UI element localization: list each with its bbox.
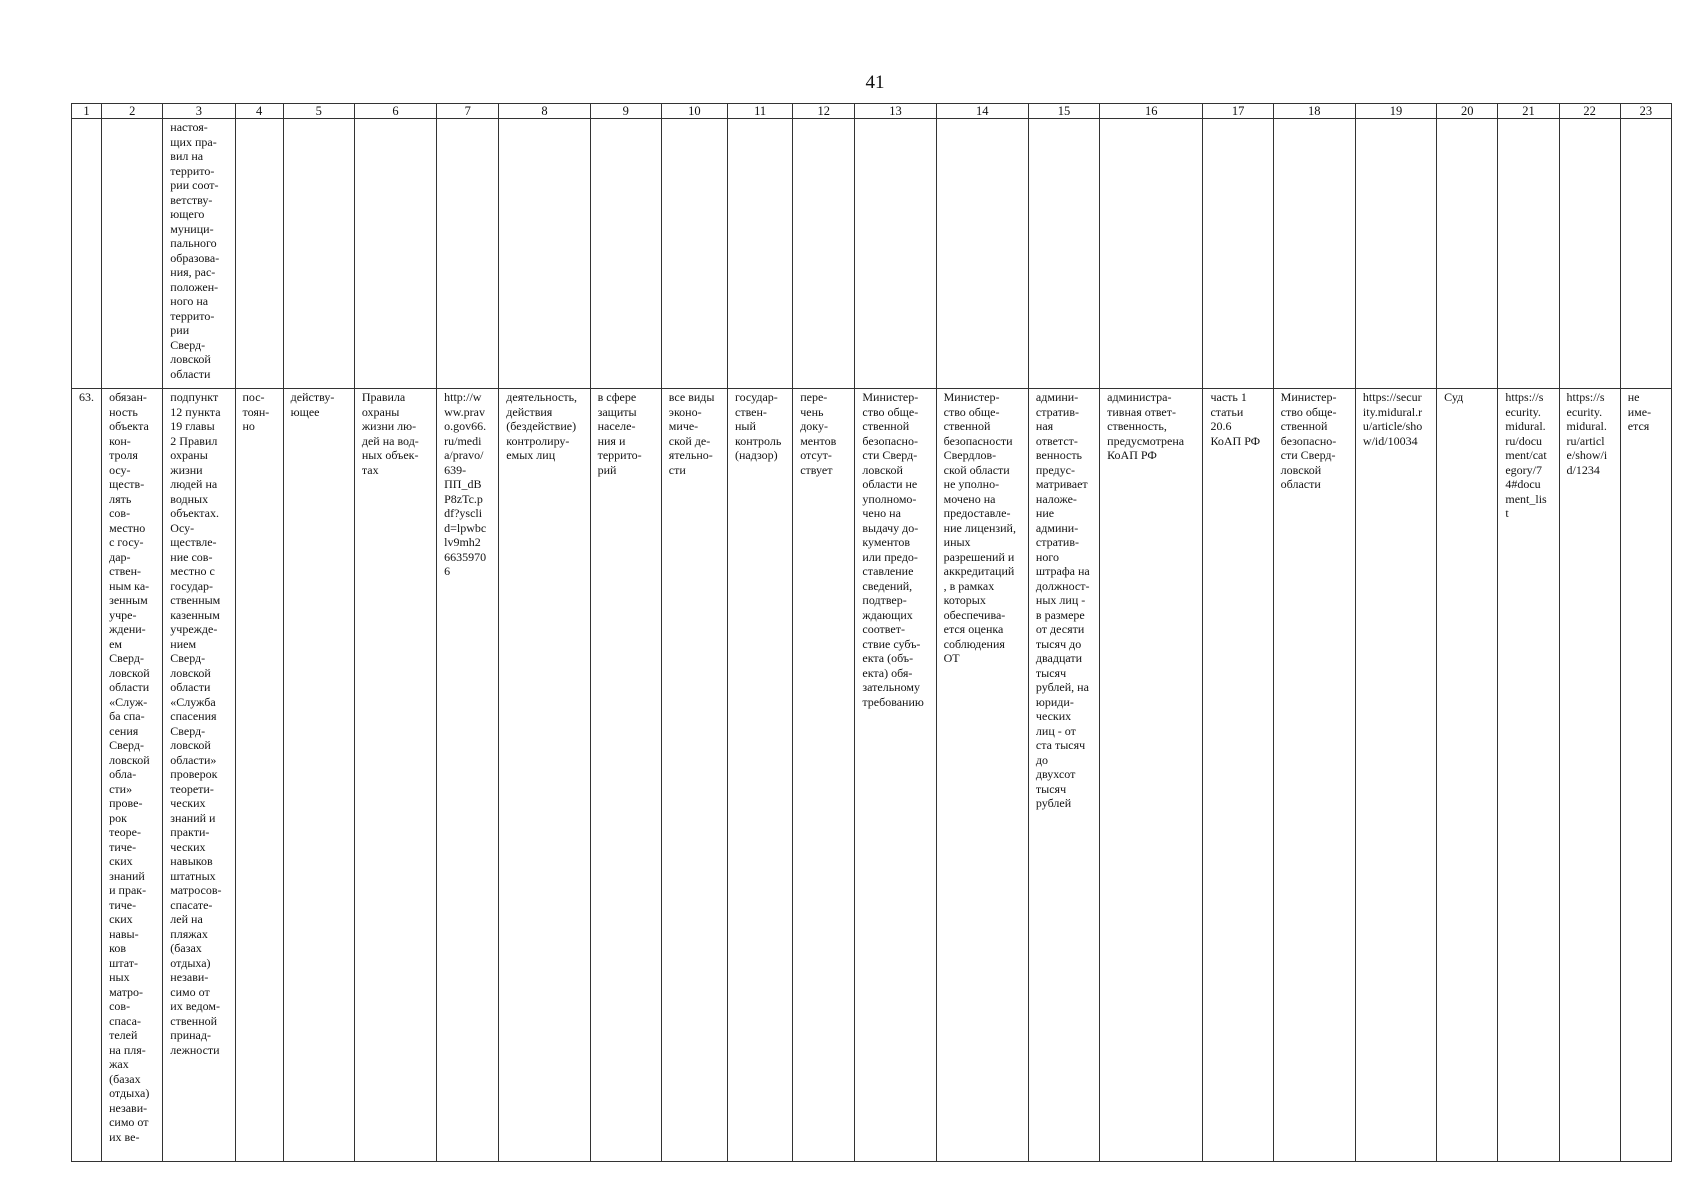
col-number-15: 15 <box>1028 104 1099 119</box>
cell-empty <box>1203 119 1273 389</box>
cell-empty <box>661 119 727 389</box>
cell-requirement: обязан- ность объекта кон- троля осу- ществ- лять сов- местно с госу- дар- ствен- ным ка- зенным учре- ждени- ем Сверд- ловской области «Служ- ба спа- сения Сверд- ловской обла- сти» прове- рок теоре- тиче- ских знаний и прак- тиче- ских навы- ков штат- ных матро- сов- спаса- телей на пля- жах (базах отдыха) незави- симо от их ве- <box>102 389 163 1162</box>
cell-authority-link[interactable]: https://secur ity.midural.r u/article/sho w/id/10034 <box>1355 389 1436 1162</box>
cell-empty <box>102 119 163 389</box>
cell-act-link[interactable]: http://w ww.prav o.gov66. ru/medi a/pravo/ 639- ПП_dB P8zTc.p df?yscli d=lpwbc lv9mh2 6635970 6 <box>437 389 499 1162</box>
cell-empty <box>354 119 436 389</box>
col-number-22: 22 <box>1559 104 1620 119</box>
col-number-19: 19 <box>1355 104 1436 119</box>
cell-status: действу- ющее <box>283 389 354 1162</box>
cell-requirement-content: настоя- щих пра- вил на террито- рии соот- ветству- ющего муници- пального образова- ния, рас- положен- ного на террито- рии Сверд- ловской области <box>163 119 235 389</box>
cell-control-type: государ- ствен- ный контроль (надзор) <box>728 389 793 1162</box>
requirements-table <box>71 103 1672 1162</box>
col-number-11: 11 <box>728 104 793 119</box>
col-number-23: 23 <box>1620 104 1671 119</box>
cell-sphere: в сфере защиты населе- ния и террито- рий <box>590 389 661 1162</box>
cell-empty <box>1028 119 1099 389</box>
col-number-18: 18 <box>1273 104 1355 119</box>
continuation-row <box>72 119 1672 389</box>
cell-requirement-content: подпункт 12 пункта 19 главы 2 Правил охраны жизни людей на водных объектах. Осу- ществле- ние сов- местно с государ- ственным казенным учрежде- нием Сверд- ловской области «Служба спасения Сверд- ловской области» проверок теорети- ческих знаний и практи- ческих навыков штатных матросов- спасате- лей на пляжах (базах отдыха) незави- симо от их ведом- ственной принад- лежности <box>163 389 235 1162</box>
cell-empty <box>72 119 102 389</box>
cell-control-authority: Министер- ство обще- ственной безопасно- сти Сверд- ловской области <box>1273 389 1355 1162</box>
cell-empty <box>283 119 354 389</box>
cell-empty <box>1498 119 1559 389</box>
cell-empty <box>437 119 499 389</box>
col-number-17: 17 <box>1203 104 1273 119</box>
cell-activity-types: все виды эконо- миче- ской де- ятельно- сти <box>661 389 727 1162</box>
cell-documents: пере- чень доку- ментов отсут- ствует <box>793 389 855 1162</box>
col-number-10: 10 <box>661 104 727 119</box>
cell-legal-act: Правила охраны жизни лю- дей на вод- ных объек- тах <box>354 389 436 1162</box>
cell-empty <box>1559 119 1620 389</box>
cell-empty <box>793 119 855 389</box>
cell-empty <box>499 119 590 389</box>
col-number-9: 9 <box>590 104 661 119</box>
cell-empty <box>590 119 661 389</box>
cell-empty <box>1437 119 1498 389</box>
col-number-21: 21 <box>1498 104 1559 119</box>
col-number-5: 5 <box>283 104 354 119</box>
cell-empty <box>936 119 1028 389</box>
col-number-20: 20 <box>1437 104 1498 119</box>
cell-court: Суд <box>1437 389 1498 1162</box>
cell-liability-type: администра- тивная ответ- ственность, предусмотрена КоАП РФ <box>1100 389 1203 1162</box>
cell-guidance: не име- ется <box>1620 389 1671 1162</box>
col-number-3: 3 <box>163 104 235 119</box>
col-number-7: 7 <box>437 104 499 119</box>
table-row-63 <box>72 389 1672 1162</box>
cell-subject: деятельность, действия (бездействие) контролиру- емых лиц <box>499 389 590 1162</box>
cell-empty <box>855 119 936 389</box>
column-number-row <box>72 104 1672 119</box>
cell-periodicity: пос- тоян- но <box>235 389 283 1162</box>
cell-article-link[interactable]: https://s ecurity. midural. ru/articl e/show/i d/1234 <box>1559 389 1620 1162</box>
cell-liability-description: админи- стратив- ная ответст- венность предус- матривает наложе- ние админи- стратив- ного штрафа на должност- ных лиц - в размере от десяти тысяч до двадцати тысяч рублей, на юриди- ческих лиц - от ста тысяч до двухсот тысяч рублей <box>1028 389 1099 1162</box>
col-number-12: 12 <box>793 104 855 119</box>
cell-documents-link[interactable]: https://s ecurity. midural. ru/docu ment/cat egory/7 4#docu ment_lis t <box>1498 389 1559 1162</box>
cell-empty <box>1620 119 1671 389</box>
cell-empty <box>1273 119 1355 389</box>
cell-empty <box>728 119 793 389</box>
col-number-14: 14 <box>936 104 1028 119</box>
cell-empty <box>1355 119 1436 389</box>
col-number-8: 8 <box>499 104 590 119</box>
cell-liability-article: часть 1 статьи 20.6 КоАП РФ <box>1203 389 1273 1162</box>
col-number-4: 4 <box>235 104 283 119</box>
col-number-2: 2 <box>102 104 163 119</box>
cell-empty <box>1100 119 1203 389</box>
cell-empty <box>235 119 283 389</box>
col-number-6: 6 <box>354 104 436 119</box>
cell-row-number: 63. <box>72 389 102 1162</box>
cell-authority-licenses: Министер- ство обще- ственной безопасности Свердлов- ской области не уполно- мочено на предоставле- ние лицензий, иных разрешений и аккредитаций , в рамках которых обеспечива- ется оценка соблюдения ОТ <box>936 389 1028 1162</box>
col-number-13: 13 <box>855 104 936 119</box>
col-number-16: 16 <box>1100 104 1203 119</box>
col-number-1: 1 <box>72 104 102 119</box>
cell-authority-documents: Министер- ство обще- ственной безопасно- сти Сверд- ловской области не уполномо- чено на выдачу до- кументов или предо- ставление сведений, подтвер- ждающих соответ- ствие субъ- екта (объ- екта) обя- зательному требованию <box>855 389 936 1162</box>
page-number: 41 <box>865 72 885 93</box>
